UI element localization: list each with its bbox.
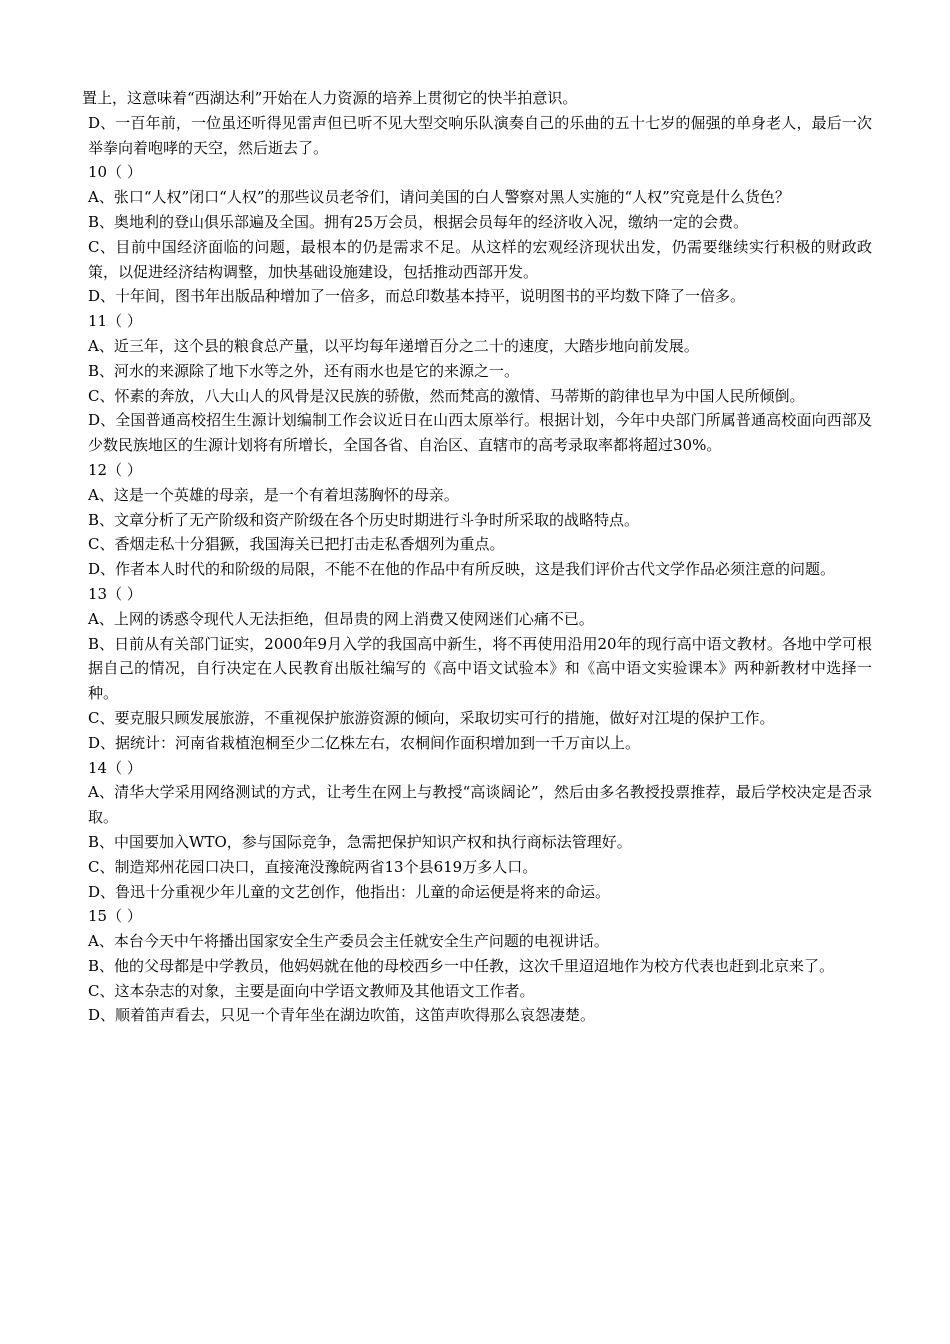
answer-option: A、本台今天中午将播出国家安全生产委员会主任就安全生产问题的电视讲话。	[88, 932, 609, 951]
answer-option: D、全国普通高校招生生源计划编制工作会议近日在山西太原举行。根据计划，今年中央部门所属普通高校面向西部及少数民族地区的生源计划将有所增长，全国各省、自治区、直辖市的高考录取率都将超过30%。	[88, 411, 872, 455]
answer-option: C、怀素的奔放，八大山人的风骨是汉民族的骄傲，然而梵高的激情、马蒂斯的韵律也早为中国人民所倾倒。	[88, 386, 805, 405]
answer-option: D、十年间，图书年出版品种增加了一倍多，而总印数基本持平，说明图书的平均数下降了一倍多。	[88, 287, 746, 306]
answer-option: A、清华大学采用网络测试的方式，让考生在网上与教授“高谈阔论”，然后由多名教授投票推荐，最后学校决定是否录取。	[88, 783, 872, 827]
answer-option: C、香烟走私十分猖獗，我国海关已把打击走私香烟列为重点。	[88, 535, 505, 554]
question-number: 12（ ）	[88, 460, 142, 479]
question-number: 13（ ）	[88, 584, 142, 603]
answer-option: B、中国要加入WTO，参与国际竞争，急需把保护知识产权和执行商标法管理好。	[88, 832, 632, 851]
answer-option: B、文章分析了无产阶级和资产阶级在各个历史时期进行斗争时所采取的战略特点。	[88, 510, 640, 529]
answer-option: D、作者本人时代的和阶级的局限，不能不在他的作品中有所反映，这是我们评价古代文学作品必须注意的问题。	[88, 560, 836, 579]
question-number: 11（ ）	[88, 312, 142, 331]
answer-option: C、目前中国经济面临的问题，最根本的仍是需求不足。从这样的宏观经济现状出发，仍需要继续实行积极的财政政策，以促进经济结构调整，加快基础设施建设，包括推动西部开发。	[88, 237, 872, 281]
answer-option: B、日前从有关部门证实，2000年9月入学的我国高中新生，将不再使用沿用20年的现行高中语文教材。各地中学可根据自己的情况，自行决定在人民教育出版社编写的《高中语文试验本》和《高中语文实验课本》两种新教材中选择一种。	[88, 634, 872, 703]
answer-option: C、要克服只顾发展旅游，不重视保护旅游资源的倾向，采取切实可行的措施，做好对江堤的保护工作。	[88, 708, 775, 727]
text-line: 置上，这意味着“西湖达利”开始在人力资源的培养上贯彻它的快半拍意识。	[82, 89, 578, 107]
document-page	[82, 86, 872, 1028]
answer-option: A、近三年，这个县的粮食总产量，以平均每年递增百分之二十的速度，大踏步地向前发展。	[88, 336, 699, 355]
answer-option: A、上网的诱惑令现代人无法拒绝，但昂贵的网上消费又使网迷们心痛不已。	[88, 609, 594, 628]
answer-option: D、据统计：河南省栽植泡桐至少二亿株左右，农桐间作面积增加到一千万亩以上。	[88, 733, 641, 752]
answer-option: D、顺着笛声看去，只见一个青年坐在湖边吹笛，这笛声吹得那么哀怨凄楚。	[88, 1006, 596, 1025]
answer-option: C、制造郑州花园口决口，直接淹没豫皖两省13个县619万多人口。	[88, 857, 538, 876]
answer-option: D、鲁迅十分重视少年儿童的文艺创作，他指出：儿童的命运便是将来的命运。	[88, 882, 611, 901]
answer-option: C、这本杂志的对象，主要是面向中学语文教师及其他语文工作者。	[88, 981, 535, 1000]
answer-option: A、这是一个英雄的母亲，是一个有着坦荡胸怀的母亲。	[88, 485, 459, 504]
answer-option: D、一百年前，一位虽还听得见雷声但已听不见大型交响乐队演奏自己的乐曲的五十七岁的倔强的单身老人，最后一次举拳向着咆哮的天空，然后逝去了。	[88, 113, 872, 157]
answer-option: A、张口“人权”闭口“人权”的那些议员老爷们，请问美国的白人警察对黑人实施的“人权”究竟是什么货色？	[88, 188, 790, 207]
question-number: 15（ ）	[88, 907, 142, 926]
answer-option: B、他的父母都是中学教员，他妈妈就在他的母校西乡一中任教，这次千里迢迢地作为校方代表也赶到北京来了。	[88, 956, 835, 975]
answer-option: B、河水的来源除了地下水等之外，还有雨水也是它的来源之一。	[88, 361, 520, 380]
question-number: 14（ ）	[88, 758, 142, 777]
answer-option: B、奥地利的登山俱乐部遍及全国。拥有25万会员，根据会员每年的经济收入况，缴纳一定的会费。	[88, 212, 749, 231]
question-number: 10（ ）	[88, 163, 142, 182]
